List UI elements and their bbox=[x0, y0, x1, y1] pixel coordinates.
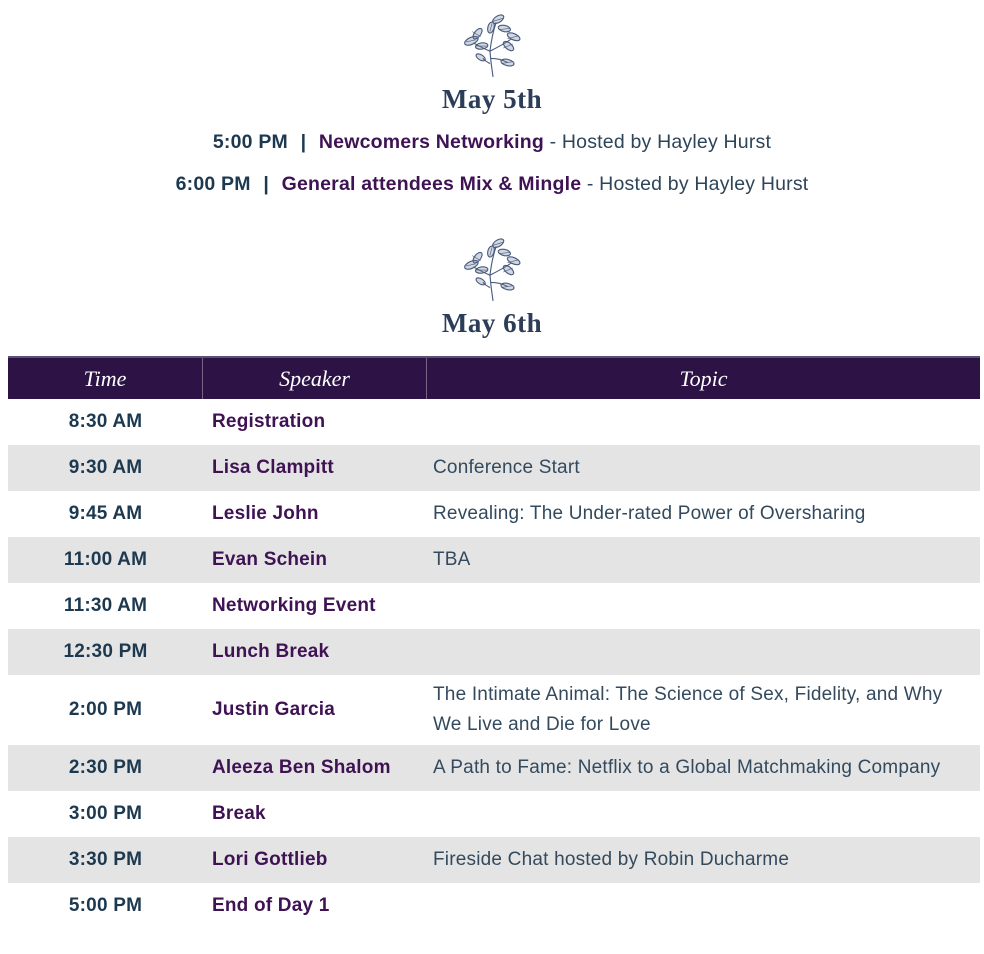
cell-time: 9:45 AM bbox=[68, 503, 143, 524]
table-row bbox=[8, 583, 980, 629]
day1-events bbox=[0, 131, 984, 196]
cell-topic: Fireside Chat hosted by Robin Ducharme bbox=[433, 849, 790, 870]
schedule-header-row bbox=[8, 356, 980, 399]
table-row bbox=[8, 883, 980, 929]
table-row bbox=[8, 675, 980, 745]
table-row bbox=[8, 537, 980, 583]
cell-topic: Revealing: The Under-rated Power of Oversharing bbox=[433, 503, 866, 524]
pipe-separator: | bbox=[263, 173, 269, 195]
header-cell-topic: Topic bbox=[679, 365, 728, 391]
event-time: 5:00 PM bbox=[212, 131, 288, 153]
table-row bbox=[8, 629, 980, 675]
table-row bbox=[8, 491, 980, 537]
cell-topic bbox=[427, 417, 980, 427]
cell-time: 9:30 AM bbox=[68, 457, 143, 478]
header-cell-time: Time bbox=[8, 358, 203, 399]
cell-time: 3:00 PM bbox=[68, 803, 143, 824]
section-day2 bbox=[0, 236, 984, 929]
cell-time: 5:00 PM bbox=[68, 895, 143, 916]
cell-topic bbox=[427, 901, 980, 911]
table-row bbox=[8, 745, 980, 791]
cell-speaker: Leslie John bbox=[212, 503, 319, 524]
cell-speaker: Evan Schein bbox=[212, 549, 328, 570]
cell-speaker: Lunch Break bbox=[212, 641, 330, 662]
day1-title: May 5th bbox=[441, 84, 543, 114]
event-time: 6:00 PM bbox=[175, 173, 251, 195]
table-row bbox=[8, 837, 980, 883]
event-line bbox=[0, 173, 984, 196]
cell-time: 2:00 PM bbox=[68, 699, 143, 720]
table-row bbox=[8, 445, 980, 491]
cell-topic bbox=[427, 809, 980, 819]
cell-speaker: Registration bbox=[212, 411, 326, 432]
cell-speaker: Lisa Clampitt bbox=[212, 457, 334, 478]
schedule-body bbox=[8, 399, 980, 929]
pipe-separator: | bbox=[300, 131, 307, 153]
cell-topic bbox=[427, 601, 980, 611]
schedule-table bbox=[8, 356, 980, 929]
cell-speaker: Justin Garcia bbox=[212, 699, 335, 720]
cell-speaker: Aleeza Ben Shalom bbox=[212, 757, 391, 778]
table-row bbox=[8, 791, 980, 837]
cell-topic: The Intimate Animal: The Science of Sex, Fidelity, and Why We Live and Die for Love bbox=[433, 684, 943, 735]
event-host: - Hosted by Hayley Hurst bbox=[549, 131, 772, 153]
event-name: General attendees Mix & Mingle bbox=[281, 173, 587, 195]
event-host: - Hosted by Hayley Hurst bbox=[586, 173, 809, 195]
cell-speaker: Lori Gottlieb bbox=[212, 849, 328, 870]
event-line bbox=[0, 131, 984, 154]
botanical-sprig-icon bbox=[458, 12, 526, 78]
botanical-sprig-icon bbox=[458, 236, 526, 302]
cell-topic: TBA bbox=[433, 549, 471, 570]
table-row bbox=[8, 399, 980, 445]
cell-time: 12:30 PM bbox=[63, 641, 148, 662]
cell-speaker: Networking Event bbox=[212, 595, 376, 616]
cell-time: 3:30 PM bbox=[68, 849, 143, 870]
cell-time: 11:30 AM bbox=[63, 595, 148, 616]
header-cell-speaker: Speaker bbox=[203, 358, 427, 399]
cell-speaker: Break bbox=[212, 803, 266, 824]
cell-time: 8:30 AM bbox=[68, 411, 143, 432]
cell-topic: Conference Start bbox=[433, 457, 580, 478]
cell-topic: A Path to Fame: Netflix to a Global Matchmaking Company bbox=[433, 757, 941, 778]
cell-time: 2:30 PM bbox=[68, 757, 143, 778]
cell-topic bbox=[427, 647, 980, 657]
section-day1 bbox=[0, 12, 984, 196]
cell-speaker: End of Day 1 bbox=[212, 895, 330, 916]
cell-time: 11:00 AM bbox=[63, 549, 148, 570]
event-name: Newcomers Networking bbox=[318, 131, 550, 153]
day2-title: May 6th bbox=[441, 308, 543, 338]
